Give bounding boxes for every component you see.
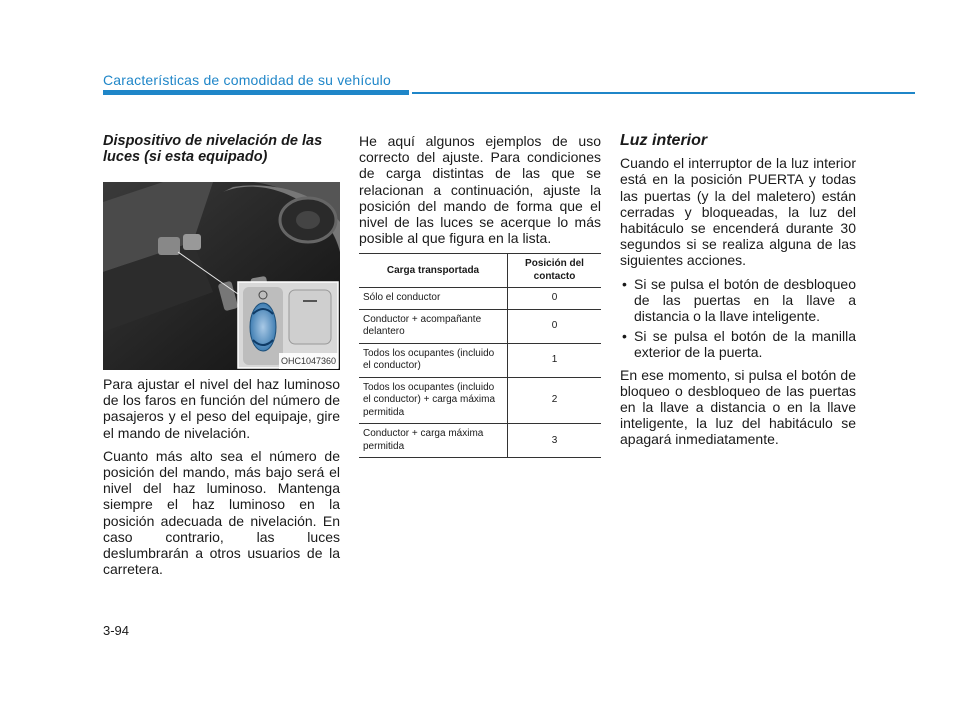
list-item: • Si se pulsa el botón de la manilla exterior de la puerta. (620, 328, 856, 360)
table-row (359, 309, 601, 343)
section-title: Características de comodidad de su vehículo (103, 72, 391, 88)
leveling-heading: Dispositivo de nivelación de las luces (si esta equipado) (103, 133, 323, 165)
table-row (359, 377, 601, 424)
page-header (103, 72, 915, 96)
figure-code: OHC1047360 (279, 353, 338, 369)
leveling-paragraph-1: Para ajustar el nivel del haz luminoso de los faros en función del número de pasajeros y el peso del equipaje, gire el mando de nivelación. (103, 376, 340, 441)
load-position-table (359, 253, 601, 458)
interior-light-paragraph-1: Cuando el interruptor de la luz interior está en la posición PUERTA y todas las puertas (y la del maletero) están cerradas y bloqueadas, la luz del habitáculo se encenderá durante 30 segundos si se realiza alguna de las siguientes acciones. (620, 155, 856, 269)
middle-column (359, 133, 601, 458)
load-cell: Todos los ocupantes (incluido el conductor) (359, 343, 508, 377)
header-rule-accent (103, 90, 409, 95)
position-cell: 0 (508, 288, 602, 310)
left-column (103, 133, 340, 584)
right-column (620, 133, 856, 455)
interior-light-bullets (620, 276, 856, 361)
load-cell: Todos los ocupantes (incluido el conductor) + carga máxima permitida (359, 377, 508, 424)
position-cell: 0 (508, 309, 602, 343)
load-cell: Sólo el conductor (359, 288, 508, 310)
header-rule (412, 92, 915, 94)
interior-light-heading: Luz interior (620, 132, 708, 149)
leveling-paragraph-2: Cuanto más alto sea el número de posición del mando, más bajo será el nivel del haz luminoso. Mantenga siempre el haz luminoso en la posición adecuada de nivelación. En caso contrario, las luces deslumbrarán a otros usuarios de la carretera. (103, 447, 340, 578)
adjustment-intro: He aquí algunos ejemplos de uso correcto del ajuste. Para condiciones de carga distintas de las que se relacionan a continuación, ajuste la posición del mando de forma que el nivel de las luces se acerque lo más posible al que figura en la lista. (359, 133, 601, 247)
table-header-row (359, 254, 601, 288)
dashboard-illustration-svg (103, 182, 340, 370)
table-row (359, 343, 601, 377)
header-position: Posición del contacto (508, 254, 602, 288)
position-cell: 1 (508, 343, 602, 377)
list-item: • Si se pulsa el botón de desbloqueo de las puertas en la llave a distancia o la llave inteligente. (620, 276, 856, 325)
page-number: 3-94 (103, 623, 130, 638)
position-cell: 3 (508, 424, 602, 458)
table-row (359, 288, 601, 310)
header-load: Carga transportada (359, 254, 508, 288)
table-row (359, 424, 601, 458)
interior-light-paragraph-2: En ese momento, si pulsa el botón de bloqueo o desbloqueo de las puertas en la llave a distancia o en la llave inteligente, la luz del habitáculo se apagará inmediatamente. (620, 366, 856, 448)
dashboard-illustration (103, 182, 340, 370)
load-cell: Conductor + carga máxima permitida (359, 424, 508, 458)
position-cell: 2 (508, 377, 602, 424)
load-cell: Conductor + acompañante delantero (359, 309, 508, 343)
